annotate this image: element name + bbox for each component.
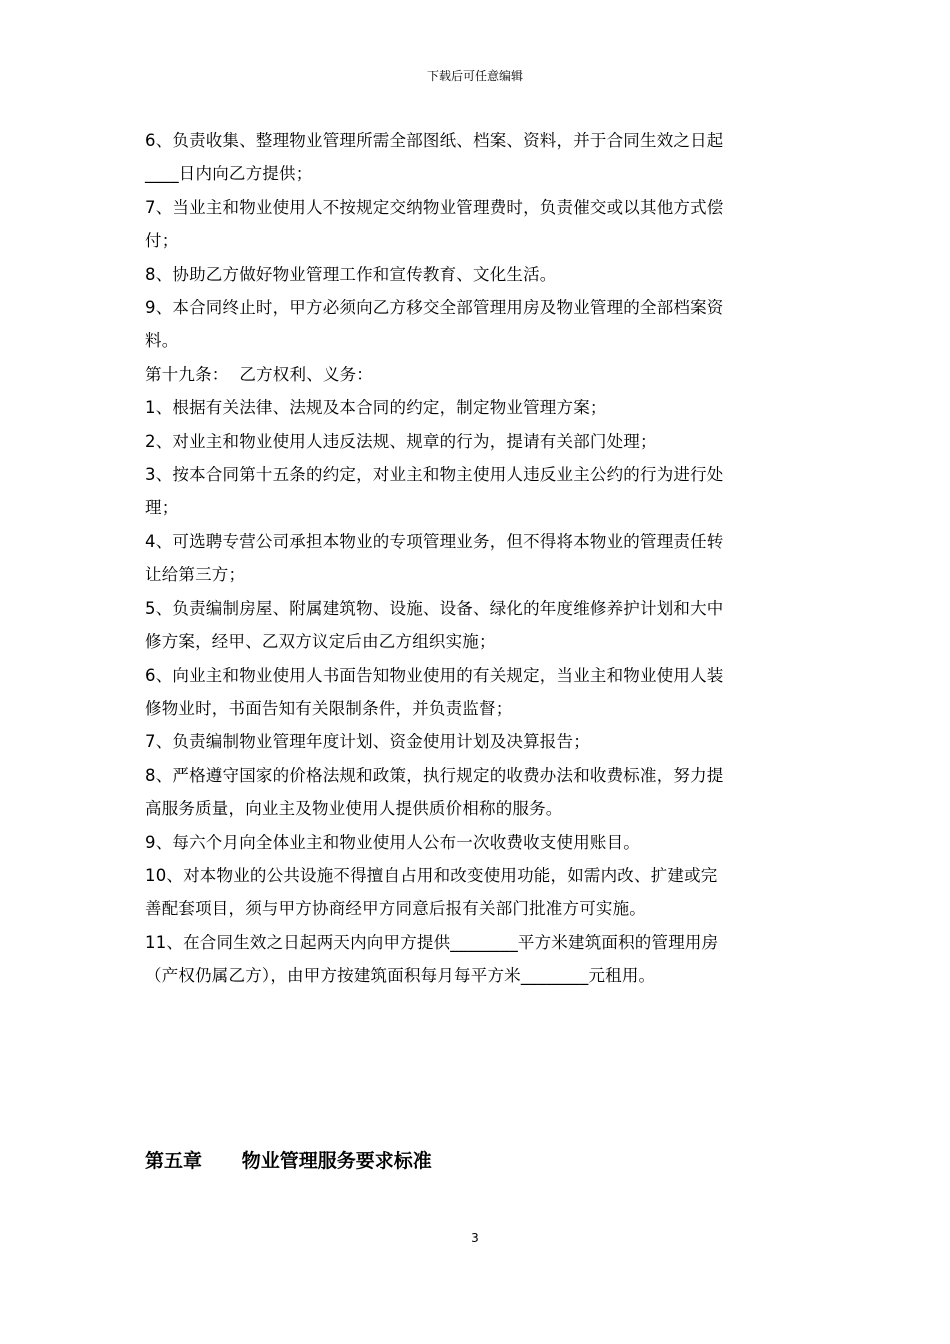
text-line: 1、根据有关法律、法规及本合同的约定，制定物业管理方案； bbox=[145, 398, 607, 418]
text-line: 修方案，经甲、乙双方议定后由乙方组织实施； bbox=[145, 632, 496, 652]
text-line: 高服务质量，向业主及物业使用人提供质价相称的服务。 bbox=[145, 799, 563, 819]
page-number: 3 bbox=[471, 1231, 479, 1245]
text-line: 8、协助乙方做好物业管理工作和宣传教育、文化生活。 bbox=[145, 264, 557, 284]
chapter-title: 第五章 物业管理服务要求标准 bbox=[145, 1150, 432, 1172]
text-line: 8、严格遵守国家的价格法规和政策，执行规定的收费办法和收费标准，努力提 bbox=[145, 765, 724, 785]
article-heading: 第十九条： 乙方权利、义务： bbox=[145, 364, 373, 384]
page-header-note: 下载后可任意编辑 bbox=[426, 69, 523, 83]
text-line: 付； bbox=[145, 231, 179, 251]
text-line: 7、负责编制物业管理年度计划、资金使用计划及决算报告； bbox=[145, 732, 590, 752]
text-line: 10、对本物业的公共设施不得擅自占用和改变使用功能，如需内改、扩建或完 bbox=[145, 865, 718, 885]
text-line: 让给第三方； bbox=[145, 565, 246, 585]
text-line: 3、按本合同第十五条的约定，对业主和物主使用人违反业主公约的行为进行处 bbox=[145, 465, 724, 485]
text-line: 善配套项目，须与甲方协商经甲方同意后报有关部门批准方可实施。 bbox=[145, 899, 646, 919]
text-line: （产权仍属乙方），由甲方按建筑面积每月每平方米________元租用。 bbox=[145, 966, 656, 986]
text-line: 7、当业主和物业使用人不按规定交纳物业管理费时，负责催交或以其他方式偿 bbox=[145, 197, 724, 217]
text-line: 9、每六个月向全体业主和物业使用人公布一次收费收支使用账目。 bbox=[145, 832, 640, 852]
text-line: 2、对业主和物业使用人违反法规、规章的行为，提请有关部门处理； bbox=[145, 431, 657, 451]
text-line: 6、负责收集、整理物业管理所需全部图纸、档案、资料，并于合同生效之日起 bbox=[145, 131, 724, 150]
text-line: 6、向业主和物业使用人书面告知物业使用的有关规定，当业主和物业使用人装 bbox=[145, 665, 724, 685]
document-body bbox=[145, 124, 810, 993]
text-line: 理； bbox=[145, 498, 179, 518]
text-line: 11、在合同生效之日起两天内向甲方提供________平方米建筑面积的管理用房 bbox=[145, 932, 719, 952]
text-line: 9、本合同终止时，甲方必须向乙方移交全部管理用房及物业管理的全部档案资 bbox=[145, 298, 724, 318]
text-line: 修物业时，书面告知有关限制条件，并负责监督； bbox=[145, 698, 513, 718]
text-line: ____日内向乙方提供； bbox=[145, 164, 313, 184]
text-line: 4、可选聘专营公司承担本物业的专项管理业务，但不得将本物业的管理责任转 bbox=[145, 531, 724, 551]
text-line: 料。 bbox=[145, 331, 179, 351]
text-line: 5、负责编制房屋、附属建筑物、设施、设备、绿化的年度维修养护计划和大中 bbox=[145, 598, 724, 618]
